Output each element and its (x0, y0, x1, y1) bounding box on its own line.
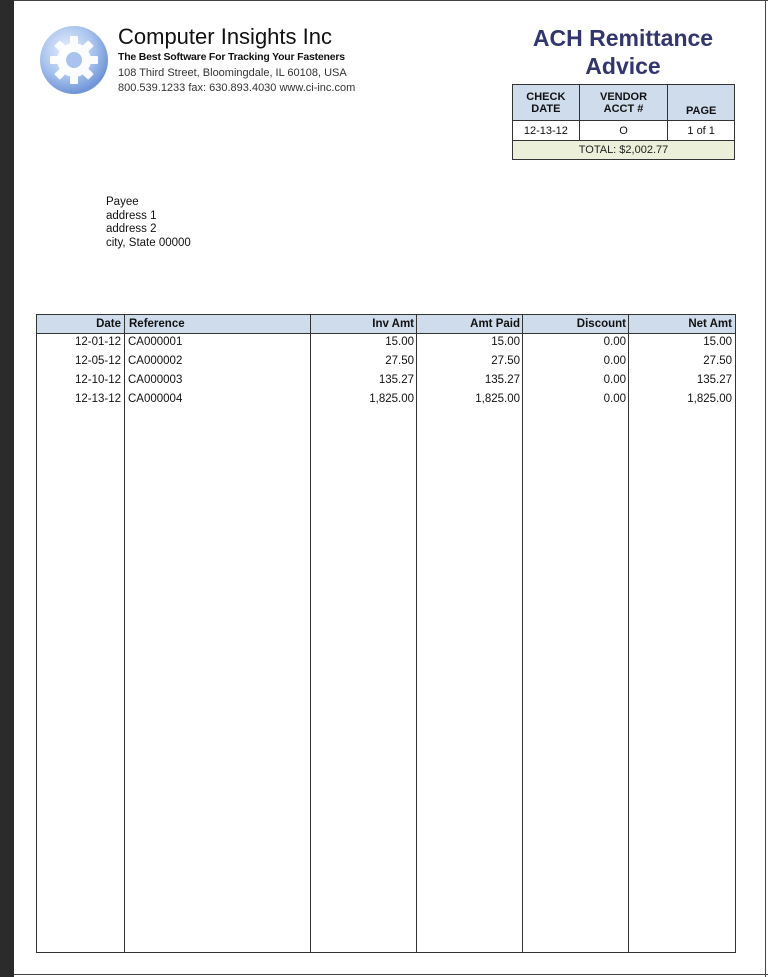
header-reference: Reference (129, 318, 185, 330)
header-amt-paid: Amt Paid (470, 318, 520, 330)
row-reference: CA000002 (128, 355, 183, 367)
company-address: 108 Third Street, Bloomingdale, IL 60108, USA (118, 67, 347, 79)
row-net-amt: 135.27 (696, 374, 732, 386)
row-inv-amt: 15.00 (385, 336, 414, 348)
row-amt-paid: 1,825.00 (475, 393, 520, 405)
header-discount: Discount (576, 318, 626, 330)
check-date-header (513, 85, 580, 121)
gear-icon (38, 24, 110, 96)
row-discount: 0.00 (603, 393, 626, 405)
check-total: TOTAL: $2,002.77 (513, 141, 735, 160)
vendor-acct-header-line-1: VENDOR (600, 90, 648, 103)
row-date: 12-05-12 (74, 355, 121, 367)
check-date-header-line-1: CHECK (526, 90, 566, 103)
row-inv-amt: 135.27 (378, 374, 414, 386)
vendor-acct-header (579, 85, 668, 121)
row-reference: CA000001 (128, 336, 183, 348)
payee-address-block (106, 196, 191, 250)
document-title-line-2: Advice (585, 53, 661, 79)
payee-address-2: address 2 (106, 223, 157, 235)
row-reference: CA000004 (128, 393, 183, 405)
row-date: 12-13-12 (74, 393, 121, 405)
row-amt-paid: 27.50 (491, 355, 520, 367)
row-inv-amt: 27.50 (385, 355, 414, 367)
row-discount: 0.00 (603, 374, 626, 386)
row-amt-paid: 15.00 (491, 336, 520, 348)
document-title (512, 24, 734, 80)
check-info-table (512, 84, 735, 160)
row-reference: CA000003 (128, 374, 183, 386)
column-divider (628, 315, 629, 953)
column-divider (522, 315, 523, 953)
page-border-top (14, 0, 768, 1)
header-date: Date (96, 318, 121, 330)
vendor-acct-header-line-2: ACCT # (603, 102, 644, 115)
page-border-right (765, 0, 766, 977)
row-date: 12-01-12 (74, 336, 121, 348)
row-net-amt: 27.50 (703, 355, 732, 367)
payee-city-state-zip: city, State 00000 (106, 236, 191, 249)
company-tagline: The Best Software For Tracking Your Fasteners (118, 51, 345, 63)
column-divider (416, 315, 417, 953)
left-page-edge (0, 0, 14, 977)
remittance-items-table (36, 314, 736, 953)
payee-name: Payee (106, 196, 139, 208)
page-border-bottom (14, 974, 768, 975)
row-discount: 0.00 (603, 336, 626, 348)
header-inv-amt: Inv Amt (372, 318, 414, 330)
row-amt-paid: 135.27 (484, 374, 520, 386)
table-header-row (37, 315, 735, 334)
page-header: PAGE (668, 85, 735, 121)
row-net-amt: 1,825.00 (687, 393, 732, 405)
vendor-acct-value: O (579, 121, 668, 141)
document-title-line-1: ACH Remittance (532, 25, 714, 51)
company-contact: 800.539.1233 fax: 630.893.4030 www.ci-inc.com (118, 82, 356, 94)
check-date-header-line-2: DATE (531, 102, 561, 115)
payee-address-1: address 1 (106, 209, 157, 222)
check-date-value: 12-13-12 (513, 121, 580, 141)
column-divider (124, 315, 125, 953)
company-name: Computer Insights Inc (118, 24, 332, 49)
row-date: 12-10-12 (74, 374, 121, 386)
page-value: 1 of 1 (668, 121, 735, 141)
row-inv-amt: 1,825.00 (369, 393, 414, 405)
row-net-amt: 15.00 (703, 336, 732, 348)
header-net-amt: Net Amt (688, 318, 732, 330)
row-discount: 0.00 (603, 355, 626, 367)
column-divider (310, 315, 311, 953)
table-bottom-border (36, 952, 736, 953)
